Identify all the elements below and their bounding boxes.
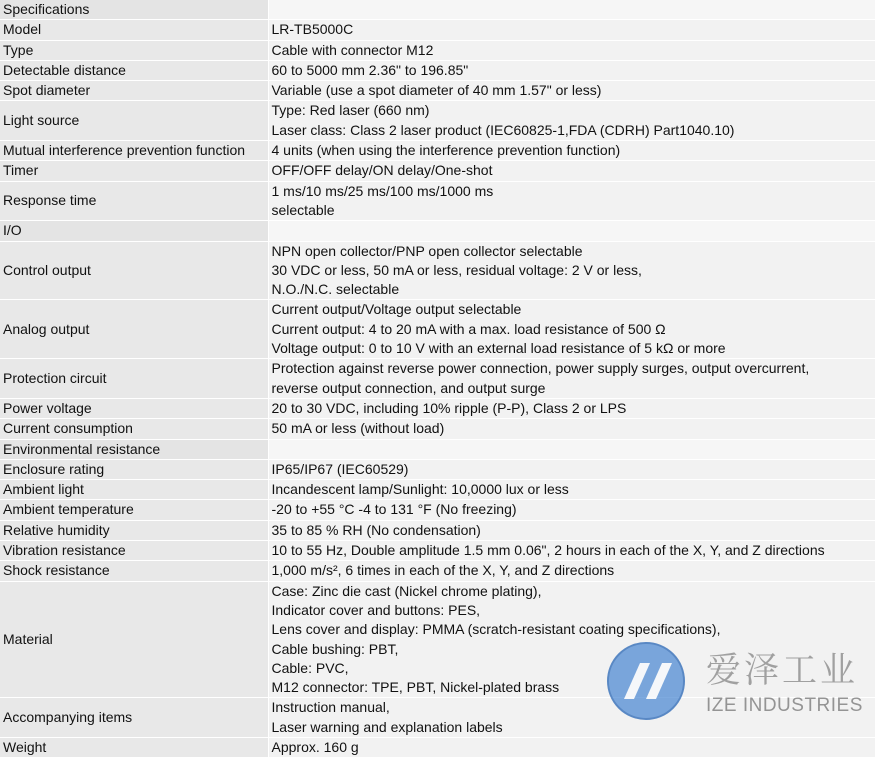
spec-label: Current consumption xyxy=(0,419,268,439)
spec-value-line: Indicator cover and buttons: PES, xyxy=(272,601,875,620)
spec-label: Timer xyxy=(0,161,268,181)
spec-value xyxy=(268,480,875,500)
spec-value-line: Instruction manual, xyxy=(272,698,875,717)
spec-value xyxy=(268,300,875,359)
spec-value-line: LR-TB5000C xyxy=(272,20,875,39)
spec-row xyxy=(0,698,875,738)
watermark-text-cn: 爱泽工业 xyxy=(706,643,858,693)
spec-value-line: 4 units (when using the interference prevention function) xyxy=(272,141,875,160)
spec-row xyxy=(0,520,875,540)
spec-label: Detectable distance xyxy=(0,60,268,80)
spec-label: Analog output xyxy=(0,300,268,359)
spec-value xyxy=(268,141,875,161)
spec-value-line: Laser class: Class 2 laser product (IEC60825-1,FDA (CDRH) Part1040.10) xyxy=(272,121,875,140)
spec-value-line: Case: Zinc die cast (Nickel chrome plating), xyxy=(272,582,875,601)
spec-value xyxy=(268,698,875,738)
spec-row xyxy=(0,581,875,698)
spec-value-line: Approx. 160 g xyxy=(272,738,875,757)
spec-value-line: 35 to 85 % RH (No condensation) xyxy=(272,521,875,540)
spec-value-line: 10 to 55 Hz, Double amplitude 1.5 mm 0.06", 2 hours in each of the X, Y, and Z directions xyxy=(272,541,875,560)
spec-row xyxy=(0,181,875,221)
spec-row xyxy=(0,40,875,60)
spec-value-line: reverse output connection, and output surge xyxy=(272,379,875,398)
spec-row xyxy=(0,359,875,399)
spec-value xyxy=(268,181,875,221)
spec-section-row xyxy=(0,439,875,459)
spec-value xyxy=(268,359,875,399)
spec-row xyxy=(0,60,875,80)
spec-value xyxy=(268,81,875,101)
spec-value-line: M12 connector: TPE, PBT, Nickel-plated brass xyxy=(272,678,875,697)
spec-value-line: Incandescent lamp/Sunlight: 10,0000 lux or less xyxy=(272,480,875,499)
spec-section-row xyxy=(0,221,875,241)
spec-value-line: Current output: 4 to 20 mA with a max. load resistance of 500 Ω xyxy=(272,320,875,339)
spec-value xyxy=(268,398,875,418)
spec-label: Light source xyxy=(0,101,268,141)
spec-value-line: selectable xyxy=(272,201,875,220)
spec-label: Enclosure rating xyxy=(0,459,268,479)
spec-row xyxy=(0,500,875,520)
spec-row xyxy=(0,81,875,101)
spec-value xyxy=(268,20,875,40)
spec-value xyxy=(268,0,875,20)
spec-value-line: Protection against reverse power connection, power supply surges, output overcurrent, xyxy=(272,359,875,378)
spec-label: Vibration resistance xyxy=(0,541,268,561)
spec-value-line: Lens cover and display: PMMA (scratch-resistant coating specifications), xyxy=(272,620,875,639)
spec-row xyxy=(0,419,875,439)
spec-value-line: 1,000 m/s², 6 times in each of the X, Y, and Z directions xyxy=(272,561,875,580)
spec-label: Mutual interference prevention function xyxy=(0,141,268,161)
spec-value-line: 50 mA or less (without load) xyxy=(272,419,875,438)
spec-value xyxy=(268,419,875,439)
spec-value-line: Variable (use a spot diameter of 40 mm 1.57" or less) xyxy=(272,81,875,100)
section-heading: Environmental resistance xyxy=(0,439,268,459)
spec-label: Material xyxy=(0,581,268,698)
spec-value-line: Current output/Voltage output selectable xyxy=(272,300,875,319)
spec-label: Ambient temperature xyxy=(0,500,268,520)
spec-row xyxy=(0,398,875,418)
spec-label: Shock resistance xyxy=(0,561,268,581)
spec-value xyxy=(268,241,875,300)
spec-section-row xyxy=(0,0,875,20)
spec-value-line: 20 to 30 VDC, including 10% ripple (P-P), Class 2 or LPS xyxy=(272,399,875,418)
spec-row xyxy=(0,241,875,300)
spec-label: Ambient light xyxy=(0,480,268,500)
spec-value xyxy=(268,500,875,520)
spec-value-line: Type: Red laser (660 nm) xyxy=(272,101,875,120)
spec-value-line: 60 to 5000 mm 2.36" to 196.85" xyxy=(272,61,875,80)
spec-label: Control output xyxy=(0,241,268,300)
spec-value xyxy=(268,541,875,561)
spec-value-line: N.O./N.C. selectable xyxy=(272,280,875,299)
spec-value xyxy=(268,439,875,459)
spec-value-line: 30 VDC or less, 50 mA or less, residual voltage: 2 V or less, xyxy=(272,261,875,280)
spec-value-line: Cable: PVC, xyxy=(272,659,875,678)
spec-row xyxy=(0,561,875,581)
spec-row xyxy=(0,541,875,561)
spec-value-line: Laser warning and explanation labels xyxy=(272,718,875,737)
spec-label: Type xyxy=(0,40,268,60)
spec-value xyxy=(268,161,875,181)
spec-value xyxy=(268,221,875,241)
watermark-text-en: IZE INDUSTRIES xyxy=(706,695,863,717)
spec-value-line: OFF/OFF delay/ON delay/One-shot xyxy=(272,161,875,180)
spec-value-line: Cable bushing: PBT, xyxy=(272,640,875,659)
spec-row xyxy=(0,459,875,479)
spec-value xyxy=(268,561,875,581)
spec-label: Response time xyxy=(0,181,268,221)
section-heading: I/O xyxy=(0,221,268,241)
spec-row xyxy=(0,161,875,181)
spec-label: Weight xyxy=(0,737,268,757)
spec-value xyxy=(268,60,875,80)
spec-value-line: NPN open collector/PNP open collector selectable xyxy=(272,242,875,261)
section-heading: Specifications xyxy=(0,0,268,20)
spec-value-line: Cable with connector M12 xyxy=(272,41,875,60)
spec-label: Protection circuit xyxy=(0,359,268,399)
spec-value-line: Voltage output: 0 to 10 V with an external load resistance of 5 kΩ or more xyxy=(272,339,875,358)
spec-value-line: 1 ms/10 ms/25 ms/100 ms/1000 ms xyxy=(272,182,875,201)
spec-value xyxy=(268,101,875,141)
spec-row xyxy=(0,300,875,359)
spec-row xyxy=(0,480,875,500)
spec-row xyxy=(0,101,875,141)
spec-label: Spot diameter xyxy=(0,81,268,101)
spec-label: Accompanying items xyxy=(0,698,268,738)
spec-value-line: -20 to +55 °C -4 to 131 °F (No freezing) xyxy=(272,500,875,519)
spec-value-line: IP65/IP67 (IEC60529) xyxy=(272,460,875,479)
spec-row xyxy=(0,141,875,161)
spec-value xyxy=(268,581,875,698)
spec-label: Model xyxy=(0,20,268,40)
spec-label: Power voltage xyxy=(0,398,268,418)
spec-row xyxy=(0,20,875,40)
spec-value xyxy=(268,520,875,540)
spec-label: Relative humidity xyxy=(0,520,268,540)
spec-value xyxy=(268,40,875,60)
spec-value xyxy=(268,459,875,479)
